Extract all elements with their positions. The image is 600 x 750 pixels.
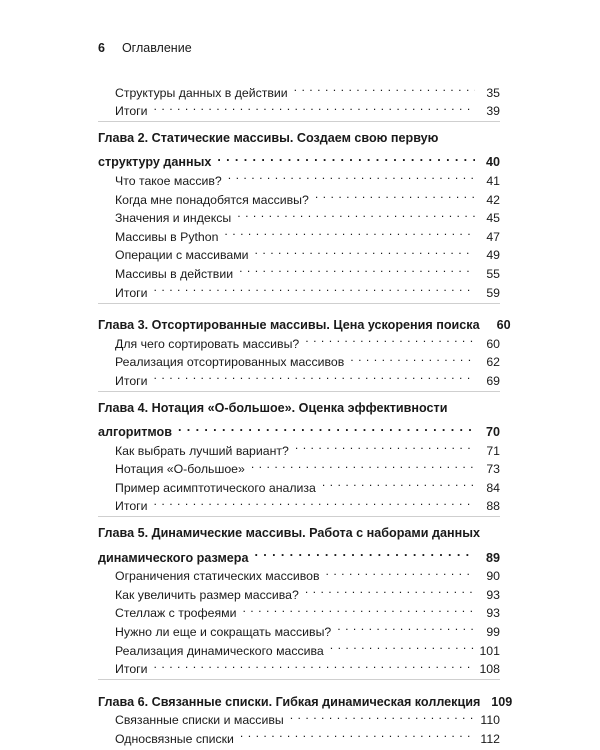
section-title: Массивы в действии [115, 266, 234, 281]
dot-leader [330, 636, 475, 655]
chapter-title: динамического размера [98, 550, 249, 565]
toc-chapter-entry [98, 148, 500, 170]
table-of-contents [98, 78, 513, 746]
chapter-title: Глава 6. Связанные списки. Гибкая динамическая коллекция [98, 694, 481, 709]
dot-leader [154, 655, 475, 674]
section-title: Реализация динамического массива [115, 643, 324, 658]
section-title: Как выбрать лучший вариант? [115, 443, 289, 458]
section-title: Структуры данных в действии [115, 85, 288, 100]
dot-leader [240, 724, 475, 743]
page-header [98, 41, 192, 55]
page-ref: 101 [479, 643, 500, 658]
toc-section-entry [98, 278, 500, 300]
toc-chapter-block [98, 391, 500, 514]
page-ref: 93 [486, 606, 500, 621]
toc-intro-block [98, 78, 500, 119]
page-ref: 42 [486, 192, 500, 207]
section-title: Когда мне понадобятся массивы? [115, 192, 309, 207]
chapter-title-line1: Глава 2. Статические массивы. Создаем свою первую [98, 131, 439, 146]
dot-leader [224, 222, 475, 241]
dot-leader [242, 599, 475, 618]
dot-leader [239, 259, 475, 278]
chapter-title: структуру данных [98, 155, 212, 170]
dot-leader [251, 455, 475, 474]
page-ref: 112 [480, 732, 500, 746]
toc-section-entry [98, 655, 500, 677]
section-title: Как увеличить размер массива? [115, 587, 299, 602]
toc-section-entry [98, 492, 500, 514]
section-title: Итоги [115, 285, 148, 300]
toc-chapter-block [98, 679, 513, 746]
dot-leader [326, 562, 475, 581]
dot-leader [294, 78, 475, 97]
page-ref: 70 [485, 425, 500, 440]
dot-leader [350, 348, 475, 367]
page-ref: 55 [486, 266, 500, 281]
section-title: Итоги [115, 499, 148, 514]
section-title: Реализация отсортированных массивов [115, 355, 345, 370]
chapter-title: алгоритмов [98, 425, 172, 440]
page-ref: 39 [486, 104, 500, 119]
dot-leader [154, 366, 475, 385]
toc-chapter-entry [98, 687, 513, 709]
section-title: Нужно ли еще и сокращать массивы? [115, 625, 332, 640]
section-title: Ограничения статических массивов [115, 569, 320, 584]
page-ref: 89 [485, 550, 500, 565]
dot-leader [305, 329, 475, 348]
page-number: 6 [98, 41, 105, 55]
dot-leader [154, 278, 475, 297]
toc-chapter-entry [98, 543, 500, 565]
page-ref: 40 [485, 155, 500, 170]
dot-leader [254, 543, 475, 562]
section-title: Значения и индексы [115, 211, 232, 226]
section-title: Операции с массивами [115, 248, 249, 263]
section-title: Для чего сортировать массивы? [115, 336, 300, 351]
page-ref: 109 [491, 694, 513, 709]
section-title: Итоги [115, 662, 148, 677]
page-title: Оглавление [121, 41, 192, 55]
section-title: Нотация «О-большое» [115, 462, 245, 477]
toc-section-entry [98, 78, 500, 100]
dot-leader [217, 148, 475, 167]
dot-leader [154, 97, 475, 116]
dot-leader [154, 492, 475, 511]
toc-chapter-entry [98, 311, 511, 333]
page-ref: 47 [486, 229, 500, 244]
page-ref: 71 [486, 443, 500, 458]
page-ref: 84 [486, 480, 500, 495]
page-ref: 110 [480, 713, 500, 728]
page-ref: 99 [486, 625, 500, 640]
page-ref: 62 [486, 355, 500, 370]
chapter-title: Глава 3. Отсортированные массивы. Цена ускорения поиска [98, 318, 480, 333]
dot-leader [237, 204, 475, 223]
section-title: Что такое массив? [115, 173, 222, 188]
dot-leader [315, 185, 475, 204]
section-title: Массивы в Python [115, 229, 219, 244]
dot-leader [290, 706, 475, 725]
dot-leader [305, 580, 475, 599]
page-ref: 60 [496, 318, 511, 333]
dot-leader [178, 418, 475, 437]
dot-leader [228, 166, 475, 185]
page-ref: 93 [486, 587, 500, 602]
section-title: Пример асимптотического анализа [115, 480, 316, 495]
toc-section-entry [98, 97, 500, 119]
dot-leader [295, 436, 475, 455]
page-ref: 35 [486, 85, 500, 100]
page-ref: 45 [486, 211, 500, 226]
toc-chapter-block [98, 303, 511, 388]
section-title: Итоги [115, 373, 148, 388]
page-ref: 69 [486, 373, 500, 388]
page-ref: 73 [486, 462, 500, 477]
page-ref: 60 [486, 336, 500, 351]
page-ref: 49 [486, 248, 500, 263]
section-title: Итоги [115, 104, 148, 119]
page-ref: 88 [486, 499, 500, 514]
dot-leader [322, 473, 475, 492]
page-ref: 90 [486, 569, 500, 584]
section-title: Стеллаж с трофеями [115, 606, 237, 621]
section-title: Связанные списки и массивы [115, 713, 284, 728]
toc-section-entry [98, 366, 500, 388]
page-ref: 59 [486, 285, 500, 300]
toc-chapter-entry [98, 418, 500, 440]
dot-leader [255, 241, 475, 260]
chapter-title-line1: Глава 5. Динамические массивы. Работа с наборами данных [98, 526, 480, 541]
section-title: Односвязные списки [115, 732, 234, 746]
page-ref: 41 [486, 173, 500, 188]
dot-leader [337, 617, 475, 636]
page-ref: 108 [479, 662, 500, 677]
toc-chapter-block [98, 121, 500, 300]
chapter-title-line1: Глава 4. Нотация «О-большое». Оценка эффективности [98, 400, 448, 415]
toc-chapter-block [98, 516, 500, 677]
